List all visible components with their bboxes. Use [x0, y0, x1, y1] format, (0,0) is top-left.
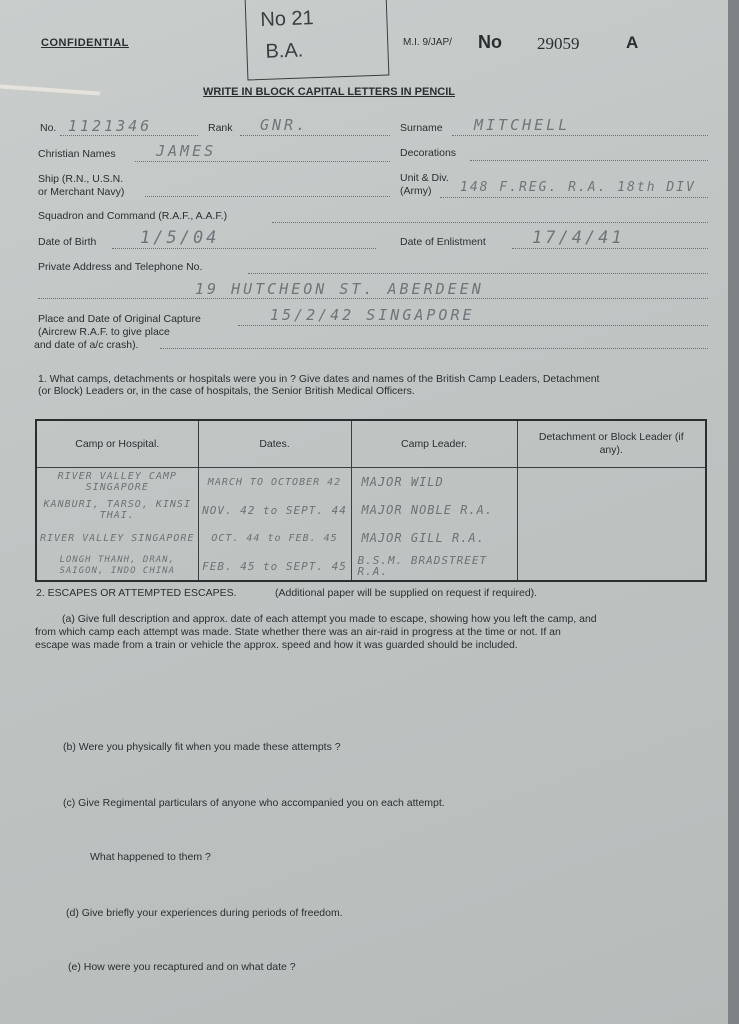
confidential-label: CONFIDENTIAL [41, 37, 129, 49]
stamp-code: B.A. [265, 39, 304, 63]
question-2b: (b) Were you physically fit when you made these attempts ? [63, 741, 341, 753]
question-2c: (c) Give Regimental particulars of anyone who accompanied you on each attempt. [63, 797, 445, 809]
dates-cell: MARCH TO OCTOBER 42 [198, 468, 351, 497]
no-label: No. [40, 122, 57, 134]
address-line-2 [38, 298, 708, 299]
column-header-camp: Camp or Hospital. [36, 420, 198, 468]
camp-cell: LONGH THANH, DRAN, SAIGON, INDO CHINA [36, 552, 198, 581]
decorations-line [470, 160, 708, 161]
surname-value: MITCHELL [474, 116, 571, 134]
detachment-cell [517, 524, 706, 552]
reference-number: 29059 [537, 34, 580, 53]
question-2a-line-3: escape was made from a train or vehicle the approx. speed and how it was guarded should be included. [35, 639, 518, 651]
camp-cell: RIVER VALLEY SINGAPORE [36, 524, 198, 552]
table-row [36, 468, 706, 497]
rank-value: GNR. [260, 116, 309, 134]
detachment-cell [517, 552, 706, 581]
dob-label: Date of Birth [38, 236, 97, 248]
dates-cell: NOV. 42 to SEPT. 44 [198, 496, 351, 524]
reference-suffix: A [626, 33, 639, 52]
table-row [36, 496, 706, 524]
surname-label: Surname [400, 122, 443, 134]
camps-table [35, 419, 707, 582]
column-header-leader: Camp Leader. [351, 420, 517, 468]
question-2-heading: 2. ESCAPES OR ATTEMPTED ESCAPES. [36, 587, 237, 599]
enlistment-value: 17/4/41 [532, 228, 625, 248]
leader-cell: MAJOR WILD [351, 468, 517, 497]
question-1-line-2: (or Block) Leaders or, in the case of hospitals, the Senior British Medical Officers. [38, 385, 415, 397]
decorations-label: Decorations [400, 147, 457, 159]
leader-cell: B.S.M. BRADSTREET R.A. [351, 552, 517, 581]
stamp-number: No 21 [259, 7, 315, 31]
ship-line [145, 196, 390, 197]
leader-cell: MAJOR GILL R.A. [351, 524, 517, 552]
leader-cell: MAJOR NOBLE R.A. [351, 496, 517, 524]
string-tie [0, 85, 100, 96]
question-1-line-1: 1. What camps, detachments or hospitals were you in ? Give dates and names of the British Camp Leaders, Detachment [38, 373, 600, 385]
question-2d: (d) Give briefly your experiences during periods of freedom. [66, 907, 343, 919]
reference-prefix: M.I. 9/JAP/ [403, 37, 452, 48]
column-header-dates: Dates. [198, 420, 351, 468]
capture-label-2: (Aircrew R.A.F. to give place [38, 326, 170, 338]
reference-no-label: No [478, 32, 502, 52]
christian-names-line [135, 161, 390, 162]
enlistment-label: Date of Enlistment [400, 236, 486, 248]
surname-line [452, 135, 708, 136]
enlistment-line [512, 248, 708, 249]
capture-label-3: and date of a/c crash). [34, 339, 139, 351]
table-row [36, 552, 706, 581]
table-header-row [36, 420, 706, 468]
christian-names-label: Christian Names [38, 148, 116, 160]
dates-cell: FEB. 45 to SEPT. 45 [198, 552, 351, 581]
rank-line [240, 135, 390, 136]
question-2a-line-2: from which camp each attempt was made. State whether there was an air-raid in progress at the time or not. If an [35, 626, 561, 638]
squadron-label: Squadron and Command (R.A.F., A.A.F.) [38, 210, 228, 222]
column-header-detachment: Detachment or Block Leader (if any). [517, 420, 706, 468]
unit-label-2: (Army) [400, 185, 432, 197]
capture-line-2 [160, 348, 708, 349]
dob-line [112, 248, 376, 249]
ship-label-2: or Merchant Navy) [38, 186, 125, 198]
registry-stamp [245, 0, 390, 80]
dob-value: 1/5/04 [140, 228, 220, 248]
rank-label: Rank [208, 122, 233, 134]
detachment-cell [517, 496, 706, 524]
table-row [36, 524, 706, 552]
capture-label-1: Place and Date of Original Capture [38, 313, 201, 325]
address-label: Private Address and Telephone No. [38, 261, 203, 273]
ship-label-1: Ship (R.N., U.S.N. [38, 173, 124, 185]
capture-value: 15/2/42 SINGAPORE [270, 306, 475, 324]
christian-names-value: JAMES [156, 142, 217, 160]
dates-cell: OCT. 44 to FEB. 45 [198, 524, 351, 552]
detachment-cell [517, 468, 706, 497]
question-2e: (e) How were you recaptured and on what date ? [68, 961, 296, 973]
address-value: 19 HUTCHEON ST. ABERDEEN [195, 280, 484, 298]
instruction-heading: WRITE IN BLOCK CAPITAL LETTERS IN PENCIL [203, 86, 455, 98]
unit-label-1: Unit & Div. [400, 172, 449, 184]
address-line-1 [248, 273, 708, 274]
question-2a-line-1: (a) Give full description and approx. date of each attempt you made to escape, showing how you left the camp, and [62, 613, 597, 625]
camp-cell: KANBURI, TARSO, KINSI THAI. [36, 496, 198, 524]
no-value: 1121346 [68, 117, 153, 135]
unit-line [440, 197, 708, 198]
no-line [60, 135, 198, 136]
question-2c-follow-up: What happened to them ? [90, 851, 211, 863]
capture-line-1 [238, 325, 708, 326]
squadron-line [272, 222, 708, 223]
camp-cell: RIVER VALLEY CAMP SINGAPORE [36, 468, 198, 497]
unit-value: 148 F.REG. R.A. 18th DIV [460, 180, 696, 195]
question-2-note: (Additional paper will be supplied on request if required). [275, 587, 538, 599]
